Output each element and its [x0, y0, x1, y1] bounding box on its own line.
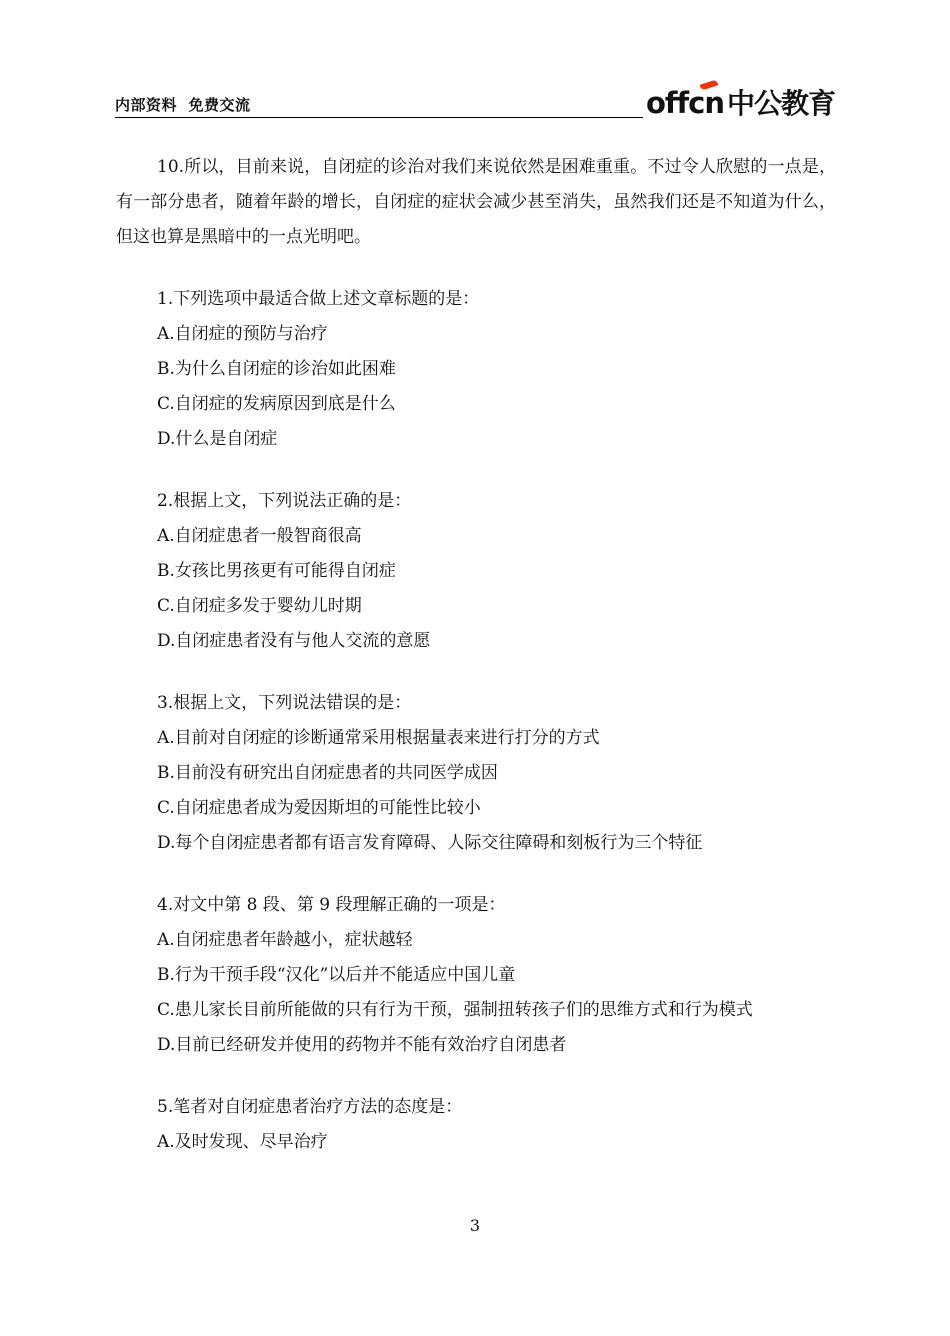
question-stem: 3.根据上文，下列说法错误的是： — [157, 693, 412, 713]
option-a: A.自闭症的预防与治疗 — [157, 324, 328, 344]
question-stem: 5.笔者对自闭症患者治疗方法的态度是： — [157, 1097, 463, 1117]
passage-paragraph: 10.所以，目前来说，自闭症的诊治对我们来说依然是困难重重。不过令人欣慰的一点是，有一部分患者，随着年龄的增长，自闭症的症状会减少甚至消失，虽然我们还是不知道为什么，但这也算是黑暗中的一点光明吧。 — [116, 157, 836, 247]
option-a: A.自闭症患者年龄越小，症状越轻 — [157, 930, 413, 950]
option-b: B.行为干预手段“汉化”以后并不能适应中国儿童 — [157, 965, 516, 985]
option-c: C.自闭症多发于婴幼儿时期 — [157, 596, 362, 616]
logo-latin-text — [645, 86, 724, 120]
question-1 — [116, 282, 836, 457]
option-d: D.目前已经研发并使用的药物并不能有效治疗自闭患者 — [157, 1035, 567, 1055]
option-d: D.自闭症患者没有与他人交流的意愿 — [157, 631, 431, 651]
option-d: D.什么是自闭症 — [157, 429, 278, 449]
question-4 — [116, 888, 836, 1063]
option-c: C.自闭症的发病原因到底是什么 — [157, 394, 396, 414]
option-b: B.女孩比男孩更有可能得自闭症 — [157, 561, 396, 581]
logo-latin-label: offcn — [645, 86, 724, 120]
option-d: D.每个自闭症患者都有语言发育障碍、人际交往障碍和刻板行为三个特征 — [157, 833, 703, 853]
logo-cjk-text: 中公教育 — [726, 87, 835, 120]
option-b: B.目前没有研究出自闭症患者的共同医学成因 — [157, 763, 498, 783]
question-stem: 2.根据上文，下列说法正确的是： — [157, 491, 412, 511]
question-3 — [116, 686, 836, 861]
option-a: A.自闭症患者一般智商很高 — [157, 526, 362, 546]
option-a: A.目前对自闭症的诊断通常采用根据量表来进行打分的方式 — [157, 728, 600, 748]
option-c: C.患儿家长目前所能做的只有行为干预，强制扭转孩子们的思维方式和行为模式 — [157, 1000, 753, 1020]
page-header — [115, 84, 835, 118]
option-b: B.为什么自闭症的诊治如此困难 — [157, 359, 396, 379]
question-stem: 4.对文中第 8 段、第 9 段理解正确的一项是： — [157, 895, 506, 915]
question-2 — [116, 484, 836, 659]
question-5 — [116, 1090, 836, 1160]
document-body — [116, 150, 836, 1160]
header-left-text: 内部资料 免费交流 — [115, 94, 643, 118]
option-c: C.自闭症患者成为爱因斯坦的可能性比较小 — [157, 798, 481, 818]
brand-logo — [646, 84, 835, 118]
question-stem: 1.下列选项中最适合做上述文章标题的是： — [157, 289, 480, 309]
option-a: A.及时发现、尽早治疗 — [157, 1132, 328, 1152]
page-number: 3 — [469, 1216, 481, 1235]
